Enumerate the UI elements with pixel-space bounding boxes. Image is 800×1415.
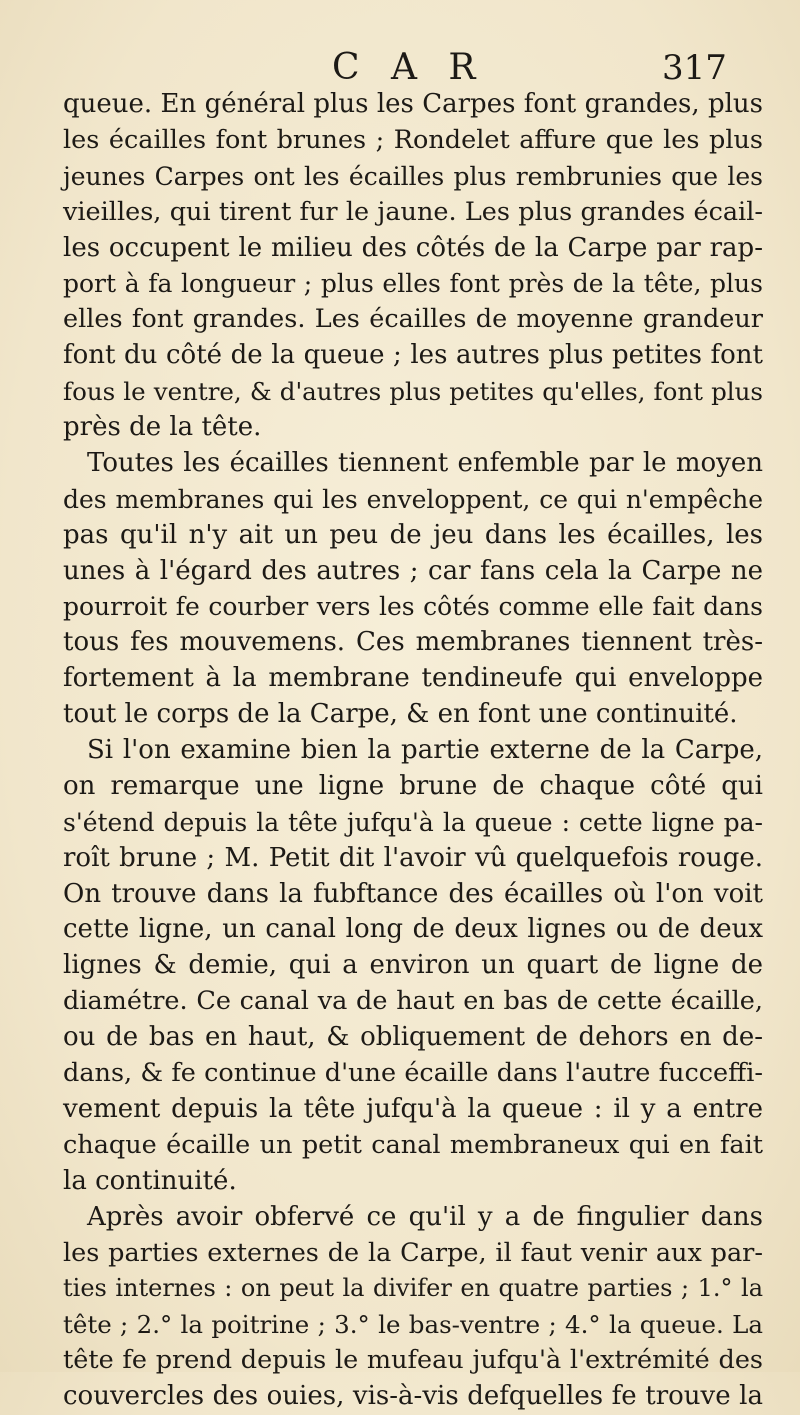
- text-line: pas qu'il n'y ait un peu de jeu dans les écailles, les: [63, 519, 763, 550]
- text-line: tête ; 2.° la poitrine ; 3.° le bas-ventre ; 4.° la queue. La: [63, 1310, 763, 1340]
- text-line: roît brune ; M. Petit dit l'avoir vû quelquefois rouge.: [63, 842, 763, 873]
- text-line: les parties externes de la Carpe, il faut venir aux par-: [63, 1237, 763, 1268]
- text-line: Toutes les écailles tiennent enfemble par le moyen: [87, 447, 763, 478]
- text-line: tout le corps de la Carpe, & en font une continuité.: [63, 699, 738, 730]
- page-number: 317: [662, 48, 727, 88]
- text-line: pourroit fe courber vers les côtés comme elle fait dans: [63, 592, 763, 622]
- text-line: la continuité.: [63, 1165, 237, 1196]
- page-header: [0, 48, 800, 88]
- text-line: cette ligne, un canal long de deux lignes ou de deux: [63, 914, 763, 945]
- text-line: Après avoir obfervé ce qu'il y a de fingulier dans: [87, 1201, 763, 1232]
- text-line: couvercles des ouies, vis-à-vis defquelles fe trouve la: [63, 1381, 763, 1412]
- text-line: On trouve dans la fubftance des écailles où l'on voit: [63, 878, 763, 909]
- text-line: port à fa longueur ; plus elles font près de la tête, plus: [63, 269, 763, 299]
- text-line: unes à l'égard des autres ; car fans cela la Carpe ne: [63, 555, 763, 586]
- body-text: [63, 87, 763, 1415]
- text-line: vement depuis la tête jufqu'à la queue : il y a entre: [63, 1093, 763, 1124]
- running-head: C A R: [332, 47, 486, 88]
- text-line: s'étend depuis la tête jufqu'à la queue : cette ligne pa-: [63, 807, 763, 837]
- text-line: tous fes mouvemens. Ces membranes tiennent très-: [63, 627, 763, 658]
- text-line: chaque écaille un petit canal membraneux qui en fait: [63, 1129, 763, 1160]
- text-line: tête fe prend depuis le mufeau jufqu'à l'extrémité des: [63, 1345, 763, 1376]
- text-line: vieilles, qui tirent fur le jaune. Les plus grandes écail-: [63, 196, 763, 227]
- text-line: diamétre. Ce canal va de haut en bas de cette écaille,: [63, 986, 763, 1017]
- text-line: les occupent le milieu des côtés de la Carpe par rap-: [63, 232, 763, 263]
- text-line: près de la tête.: [63, 412, 262, 443]
- text-line: on remarque une ligne brune de chaque côté qui: [63, 770, 763, 801]
- text-line: lignes & demie, qui a environ un quart de ligne de: [63, 950, 763, 981]
- text-line: ties internes : on peut la divifer en quatre parties ; 1.° la: [63, 1274, 763, 1303]
- text-line: les écailles font brunes ; Rondelet affure que les plus: [63, 124, 763, 155]
- text-line: dans, & fe continue d'une écaille dans l'autre fucceffi-: [63, 1058, 763, 1089]
- text-line: fortement à la membrane tendineufe qui enveloppe: [63, 663, 763, 694]
- text-line: jeunes Carpes ont les écailles plus rembrunies que les: [63, 161, 763, 191]
- text-line: elles font grandes. Les écailles de moyenne grandeur: [63, 304, 763, 335]
- text-line: font du côté de la queue ; les autres plus petites font: [63, 340, 763, 371]
- text-line: des membranes qui les enveloppent, ce qui n'empêche: [63, 484, 763, 514]
- text-line: Si l'on examine bien la partie externe de la Carpe,: [87, 735, 763, 766]
- text-line: queue. En général plus les Carpes font grandes, plus: [63, 89, 763, 119]
- text-line: ou de bas en haut, & obliquement de dehors en de-: [63, 1022, 763, 1053]
- text-line: fous le ventre, & d'autres plus petites qu'elles, font plus: [63, 377, 763, 407]
